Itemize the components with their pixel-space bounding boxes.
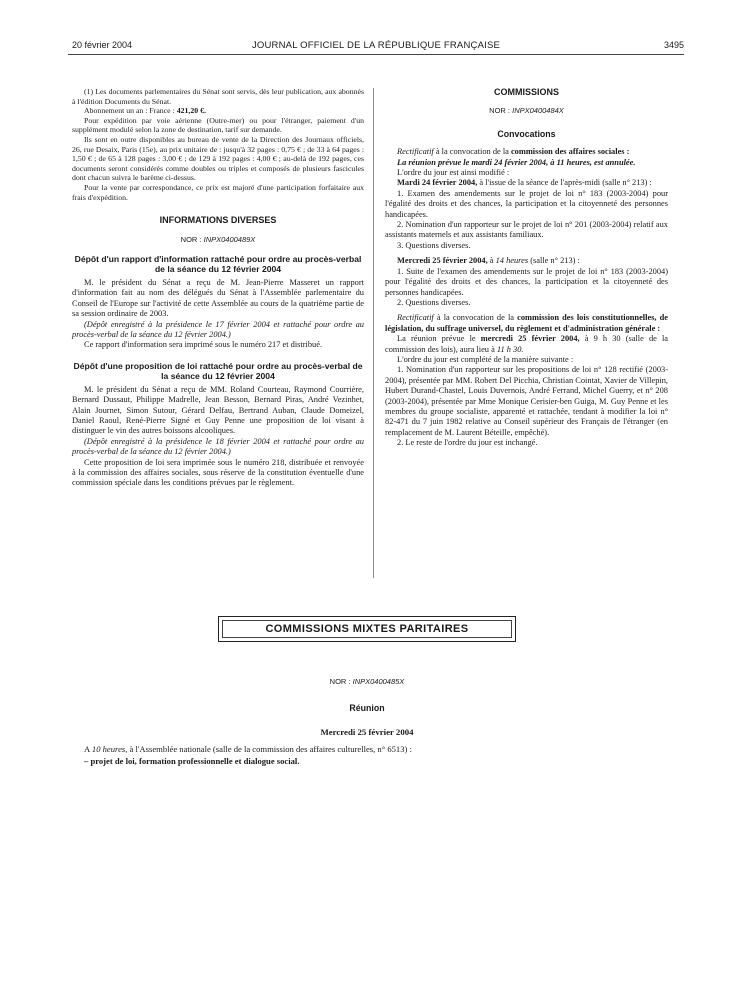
right-column	[385, 87, 668, 449]
note-3: Ils sont en outre disponibles au bureau de vente de la Direction des Journaux officiels, 26, rue Desaix, Paris (15e), au prix unitaire de : jusqu'à 32 pages : 0,75 € ; de 33 à 64 pages : 1,50 € ; de 65 à 128 pages : 3,00 € ; de 129 à 192 pages : 4,00 € ; au-delà de 192 pages, ces documents seront considérés comme doubles ou triples et composés de plusieurs fascicules dont chacun suivra le barème ci-dessus.	[72, 134, 364, 183]
agenda-item: 2. Le reste de l'ordre du jour est inchangé.	[397, 438, 538, 448]
mercredi-date: Mercredi 25 février 2004,	[397, 256, 488, 266]
mercredi-salle: (salle n° 213) :	[530, 256, 580, 266]
block1-paragraph-2: (Dépôt enregistré à la présidence le 17 février 2004 et rattaché pour ordre au procès-verbal de la séance du 12 février 2004.)	[72, 319, 364, 339]
block1-paragraph-1: M. le président du Sénat a reçu de M. Jean-Pierre Masseret un rapport d'information fait au nom des délégués du Sénat à l'Assemblée parlementaire du Conseil de l'Europe sur l'activité de cette Assemblée au cours de la quatrième partie de sa session ordinaire de 2003.	[72, 277, 364, 319]
commissions-mixtes-title: COMMISSIONS MIXTES PARITAIRES	[265, 623, 469, 635]
block2-paragraph-3: Cette proposition de loi sera imprimée sous le numéro 218, distribuée et renvoyée à la commission des affaires sociales, sous réserve de la constitution éventuelle d'une commission spéciale dans les conditions prévues par le règlement.	[72, 457, 364, 488]
section-commissions: COMMISSIONS	[493, 87, 559, 97]
reunion-text-b: à 9 h 30 (salle de la commission des lois), aura lieu à	[385, 334, 669, 354]
nor-label: NOR :	[180, 234, 202, 244]
agenda-item: 2. Nomination d'un rapporteur sur le projet de loi n° 201 (2003-2004) relatif aux assistants maternels et aux assistants familiaux.	[385, 220, 668, 240]
projet-de-loi: – projet de loi, formation professionnelle et dialogue social.	[84, 756, 300, 766]
header-date: 20 février 2004	[72, 40, 133, 50]
convocations-title: Convocations	[497, 128, 556, 139]
block2-paragraph-2: (Dépôt enregistré à la présidence le 18 février 2004 et rattaché pour ordre au procès-verbal de la séance du 12 février 2004.)	[72, 436, 364, 457]
journal-title: JOURNAL OFFICIEL DE LA RÉPUBLIQUE FRANÇAISE	[251, 40, 501, 51]
rectificatif-1	[385, 147, 668, 157]
reunion-text-a: La réunion prévue le	[397, 334, 476, 344]
nor-label: NOR :	[489, 106, 511, 116]
agenda-item: 1. Nomination d'un rapporteur sur les propositions de loi n° 128 rectifié (2003-2004), présentée par MM. Robert Del Picchia, Christian Cointat, Xavier de Villepin, Hubert Durand-Chastel, Louis Duvernois, André Ferrand, Michel Guerry, et n° 208 (2003-2004), présentée par Mme Monique Cerisier-ben Guiga, M. Guy Penne et les membres du groupe socialiste, apparenté et rattachée, tendant à modifier la loi n° 82-471 du 7 juin 1982 relative au Conseil supérieur des Français de l'étranger (en remplacement de M. Laurent Béteille, empêché).	[385, 365, 668, 437]
reunion-line	[385, 334, 668, 355]
mercredi-a: à	[489, 256, 494, 266]
rectificatif-2-text: à la convocation de la	[436, 313, 514, 323]
reunion-details	[84, 744, 684, 755]
mercredi-line	[385, 256, 668, 266]
rectificatif-1-commission: commission des affaires sociales :	[510, 147, 630, 157]
nor-code: INPX0400485X	[352, 677, 405, 686]
column-divider	[373, 88, 374, 578]
agenda-item: 1. Suite de l'examen des amendements sur le projet de loi n° 183 (2003-2004) pour l'égalité des droits et des chances, la participation et la citoyenneté des personnes handicapées.	[385, 266, 668, 297]
nor-reference	[218, 677, 516, 686]
reunion-location: à l'Assemblée nationale (salle de la commission des affaires culturelles, n° 6513) :	[129, 744, 412, 754]
page-number: 3495	[663, 40, 684, 50]
reunion-title: Réunion	[349, 703, 385, 713]
note-2: Pour expédition par voie aérienne (Outre-mer) ou pour l'étranger, paiement d'un supplément modulé selon la zone de destination, tarif sur demande.	[72, 115, 364, 135]
nor-code: INPX0400484X	[512, 106, 564, 116]
agenda-item: 2. Questions diverses.	[397, 297, 471, 307]
reunion-date: Mercredi 25 février 2004	[320, 727, 414, 737]
rectificatif-1-text: à la convocation de la	[435, 147, 509, 157]
agenda-item: 1. Examen des amendements sur le projet de loi n° 183 (2003-2004) pour l'égalité des droits et des chances, la participation et la citoyenneté des personnes handicapées.	[385, 188, 668, 219]
left-column	[72, 87, 364, 489]
block1-paragraph-3: Ce rapport d'information sera imprimé sous le numéro 217 et distribué.	[84, 340, 323, 350]
block2-title: Dépôt d'une proposition de loi rattaché pour ordre au procès-verbal de la séance du 12 février 2004	[73, 360, 363, 381]
header-rule	[68, 54, 684, 55]
commissions-mixtes-box	[218, 616, 516, 642]
ordre-modifie: L'ordre du jour est ainsi modifié :	[397, 168, 510, 178]
nor-code: INPX0400489X	[203, 234, 256, 244]
abonnement-price: 421,20 €.	[176, 106, 206, 116]
rectificatif-1-label: Rectificatif	[397, 147, 434, 157]
reunion-a: A	[84, 744, 90, 754]
annulation-notice: La réunion prévue le mardi 24 février 2004, à 11 heures, est annulée.	[397, 157, 636, 167]
nor-label: NOR :	[329, 677, 351, 686]
note-4: Pour la vente par correspondance, ce prix est majoré d'une participation forfaitaire aux frais d'expédition.	[72, 182, 364, 202]
agenda-item: 3. Questions diverses.	[397, 240, 471, 250]
rectificatif-2-label: Rectificatif	[397, 313, 434, 323]
section-informations-diverses: INFORMATIONS DIVERSES	[159, 215, 277, 226]
abonnement-line	[72, 106, 364, 116]
note-1: (1) Les documents parlementaires du Sénat sont servis, dès leur publication, aux abonnés à l'édition Documents du Sénat.	[72, 87, 364, 106]
rectificatif-2	[385, 313, 668, 334]
reunion-time: 10 heures,	[91, 744, 128, 754]
ordre-complete: L'ordre du jour est complété de la manière suivante :	[397, 354, 574, 364]
nor-reference	[385, 106, 668, 116]
mardi-line	[385, 178, 668, 188]
mercredi-time: 14 heures	[495, 256, 529, 266]
mardi-date: Mardi 24 février 2004,	[397, 178, 478, 188]
nor-reference	[72, 235, 364, 245]
block2-paragraph-1: M. le président du Sénat a reçu de MM. Roland Courteau, Raymond Courrière, Bernard Dussaut, Philippe Madrelle, Jean Besson, Bernard Piras, André Vezinhet, Alain Journet, Simon Sutour, Gérard Delfau, Bertrand Auban, Claude Domeizel, Daniel Raoul, René-Pierre Signé et Guy Penne une proposition de loi visant à distinguer le vin des autres boissons alcooliques.	[72, 384, 364, 436]
block1-title: Dépôt d'un rapport d'information rattaché pour ordre au procès-verbal de la séance du 12 février 2004	[74, 253, 362, 274]
rectificatif-2-commission: commission des lois constitutionnelles, de législation, du suffrage universel, du règlement et d'administration générale :	[385, 313, 669, 333]
reunion-time: 11 h 30.	[496, 344, 524, 354]
reunion-date: mercredi 25 février 2004,	[480, 334, 580, 344]
abonnement-label: Abonnement un an : France :	[84, 106, 175, 116]
mardi-rest: à l'issue de la séance de l'après-midi (salle n° 213) :	[479, 178, 652, 188]
